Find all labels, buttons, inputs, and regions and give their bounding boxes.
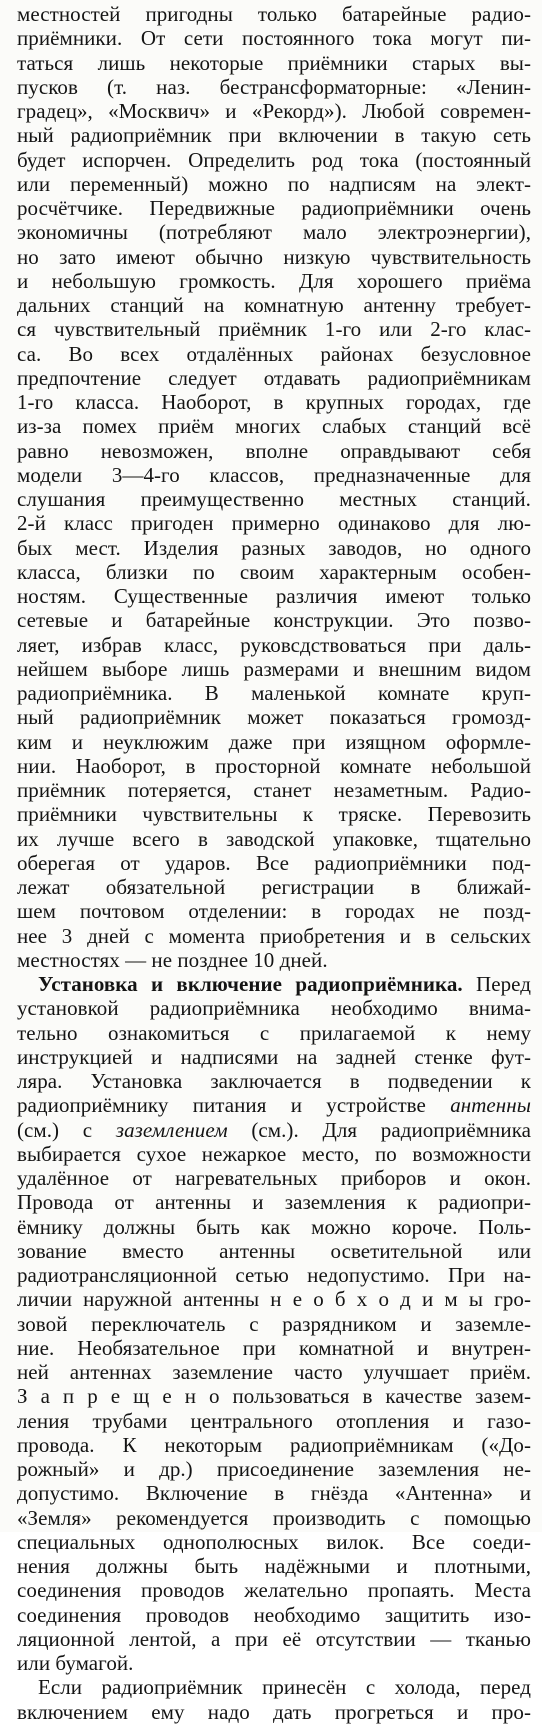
text-line: выбирается сухое нежаркое место, по возможности (17, 1141, 531, 1166)
text-line: инструкцией и надписями на задней стенке фут- (17, 1044, 531, 1069)
cross-reference-antenna: антенны (450, 1093, 531, 1118)
text-line: сетевые и батарейные конструкции. Это позво- (17, 608, 531, 633)
text-column (17, 2, 531, 1724)
text-line: ёмнику должны быть как можно короче. Поль- (17, 1214, 531, 1239)
text-line: соединения проводов желательно пропаять. Места (17, 1578, 531, 1603)
text-line: установкой радиоприёмника необходимо внима- (17, 996, 531, 1021)
text-line: включением ему надо дать прогреться и про- (17, 1699, 531, 1724)
text-line: зование вместо антенны осветительной или (17, 1238, 531, 1263)
text-line: провода. К некоторым радиоприёмникам («До- (17, 1432, 531, 1457)
text-line: местностях — не позднее 10 дней. (17, 947, 328, 972)
text-line: ся чувствительный приёмник 1-го или 2-го клас- (17, 317, 531, 342)
text-line: «Земля» рекомендуется производить с помощью (17, 1505, 531, 1530)
text-line: ляет, избрав класс, руковсдствоваться при даль- (17, 632, 531, 657)
text-line: их лучше всего в заводской упаковке, тщательно (17, 826, 531, 851)
text-line (17, 1093, 531, 1117)
text-line: бых мест. Изделия разных заводов, но одного (17, 535, 531, 560)
text-line: приёмники чувствительны к тряске. Перевозить (17, 802, 531, 827)
text-line: радиоприёмника. В маленькой комнате круп- (17, 681, 531, 705)
text-line: ние. Необязательное при комнатной и внутрен- (17, 1335, 531, 1360)
text-line: класса, близки по своим характерным особен- (17, 559, 531, 584)
text-line: нии. Наоборот, в просторной комнате небольшой (17, 753, 531, 778)
text-line: соединения проводов необходимо защитить изо- (17, 1602, 531, 1627)
text-line: из-за помех приём многих слабых станций всё (17, 414, 531, 439)
text-line: Если радиоприёмник принесён с холода, перед (38, 1675, 531, 1700)
text-line: модели 3—4-го классов, предназначенные для (17, 462, 531, 487)
text-line: местностей пригодны только батарейные радио- (17, 2, 531, 26)
text-line: тельно ознакомиться с прилагаемой к нему (17, 1020, 531, 1045)
text-line: Провода от антенны и заземления к радиопри- (17, 1190, 531, 1215)
paragraph-1 (17, 2, 531, 972)
text-line (17, 1118, 531, 1142)
text-line: ления трубами центрального отопления и газо- (17, 1408, 531, 1433)
text-line: З а п р е щ е н о пользоваться в качестве зазем- (17, 1384, 531, 1409)
text-fragment: (см.) с (17, 1117, 116, 1142)
text-line: рожный» и др.) присоединение заземления не- (17, 1457, 531, 1481)
text-line: ный радиоприёмник может показаться громозд- (17, 705, 531, 730)
text-line: пусков (т. наз. бестрансформаторные: «Ленин- (17, 74, 531, 99)
text-fragment: (см.). Для радиоприёмника (227, 1117, 531, 1142)
text-line: лежат обязательной регистрации в ближай- (17, 875, 531, 899)
text-line: предпочтение следует отдавать радиоприёмникам (17, 365, 531, 390)
text-line: нения должны быть надёжными и плотными, (17, 1554, 531, 1578)
text-line: специальных однополюсных вилок. Все соеди- (17, 1529, 531, 1554)
text-line: будет испорчен. Определить род тока (постоянный (17, 147, 531, 172)
text-line: и небольшую громкость. Для хорошего приёма (17, 268, 531, 293)
paragraph-3 (17, 1675, 531, 1724)
paragraph-2 (17, 972, 531, 1675)
text-line: но зато имеют обычно низкую чувствительность (17, 244, 531, 269)
text-line: равно невозможен, вполне оправдывают себя (17, 438, 531, 463)
text-line: зовой переключатель с разрядником и заземле- (17, 1311, 531, 1336)
text-line: приёмники. От сети постоянного тока могут пи- (17, 26, 531, 51)
text-line: слушания преимущественно местных станций. (17, 487, 531, 511)
text-line (17, 972, 531, 996)
text-line: ней антеннах заземление часто улучшает приём. (17, 1360, 531, 1384)
text-line: шем почтовом отделении: в городах не позд- (17, 899, 531, 924)
text-line: личии наружной антенны н е о б х о д и м ы гро- (17, 1287, 531, 1312)
text-line: 1-го класса. Наоборот, в крупных городах, где (17, 390, 531, 414)
text-line: дальних станций на комнатную антенну требует- (17, 293, 531, 317)
text-line: са. Во всех отдалённых районах безусловное (17, 341, 531, 366)
text-line: ностям. Существенные различия имеют только (17, 584, 531, 608)
text-line: или переменный) можно по надписям на элект- (17, 171, 531, 196)
text-line: или бумагой. (17, 1651, 134, 1675)
cross-reference-grounding: заземлением (115, 1117, 228, 1142)
text-line: росчётчике. Передвижные радиоприёмники очень (17, 196, 531, 220)
text-line: ляционной лентой, а при её отсутствии — тканью (17, 1626, 531, 1651)
text-line: удалённое от нагревательных приборов и окон. (17, 1166, 531, 1190)
section-heading: Установка и включение радиоприёмника. (38, 972, 463, 996)
text-line: радиотрансляционной сетью недопустимо. При на- (17, 1263, 531, 1287)
heading-tail: Перед (462, 972, 531, 996)
text-line: нее 3 дней с момента приобретения и в сельских (17, 923, 531, 948)
text-line: ким и неуклюжим даже при изящном оформле- (17, 729, 531, 754)
text-line: ляра. Установка заключается в подведении к (17, 1069, 531, 1093)
text-line: оберегая от ударов. Все радиоприёмники под- (17, 850, 531, 875)
text-line: 2-й класс пригоден примерно одинаково для лю- (17, 511, 531, 536)
text-fragment: радиоприёмнику питания и устройстве (17, 1093, 451, 1118)
text-line: градец», «Москвич» и «Рекорд»). Любой современ- (17, 99, 531, 123)
text-line: таться лишь некоторые приёмники старых вы- (17, 50, 531, 75)
text-line: ный радиоприёмник при включении в такую сеть (17, 123, 531, 148)
text-line: нейшем выборе лишь размерами и внешним видом (17, 656, 531, 681)
text-line: экономичны (потребляют мало электроэнергии), (17, 220, 531, 245)
text-line: приёмник потеряется, станет незаметным. Радио- (17, 778, 531, 802)
text-line: допустимо. Включение в гнёзда «Антенна» и (17, 1481, 531, 1506)
